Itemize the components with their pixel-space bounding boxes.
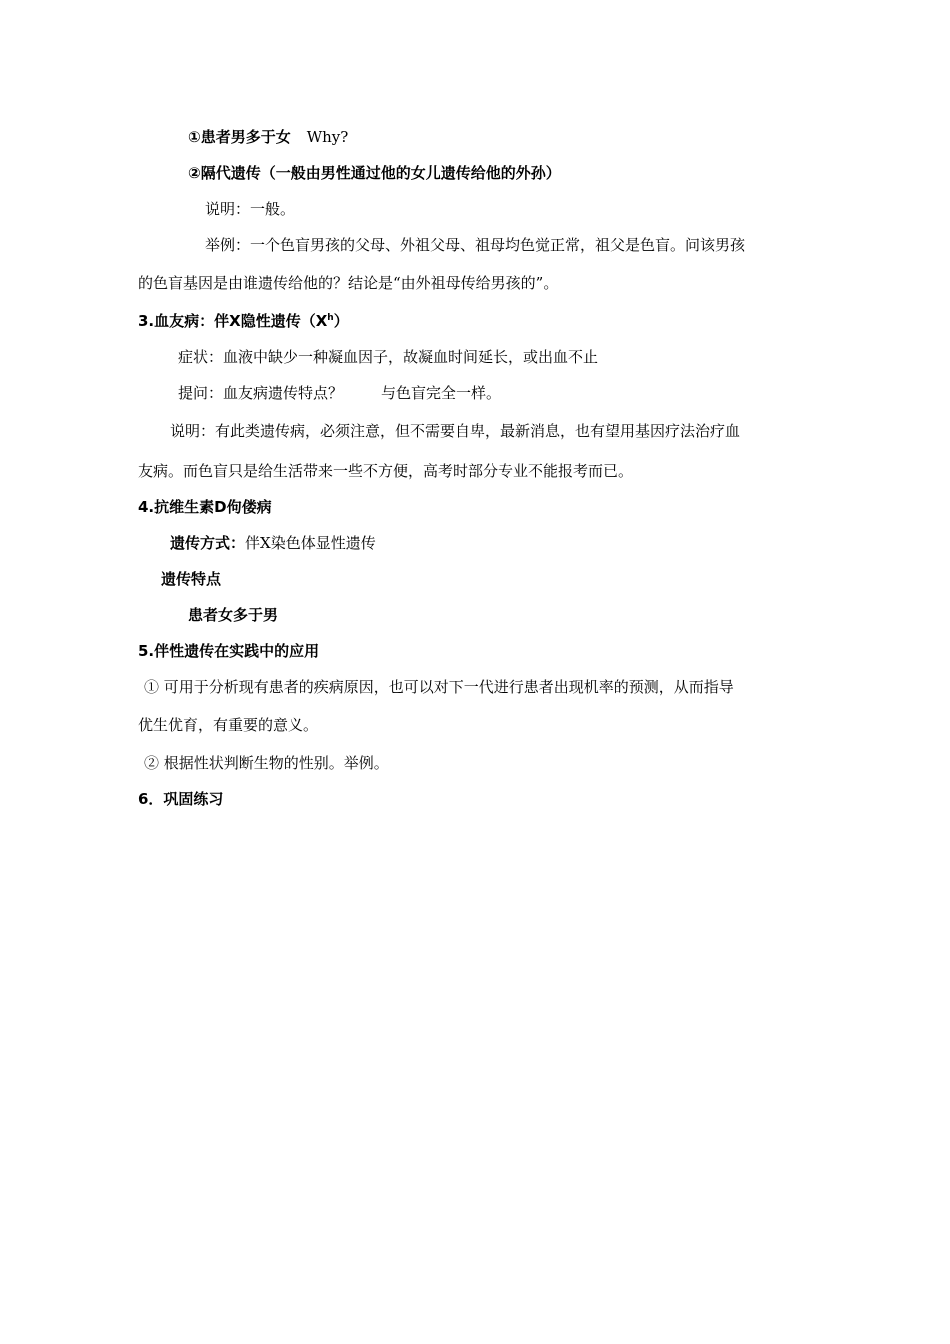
application-1-line-1: ① 可用于分析现有患者的疾病原因，也可以对下一代进行患者出现机率的预测，从而指导 [144, 678, 734, 696]
application-2: ② 根据性状判断生物的性别。举例。 [144, 754, 389, 772]
inheritance-mode-label: 遗传方式： [170, 534, 246, 552]
inheritance-mode-value: 伴X染色体显性遗传 [245, 534, 376, 552]
section-5-heading: 5.伴性遗传在实践中的应用 [138, 642, 320, 660]
point-1-text: ①患者男多于女 [188, 128, 291, 146]
hemophilia-note-line-2: 友病。而色盲只是给生活带来一些不方便，高考时部分专业不能报考而已。 [138, 462, 634, 480]
section-3-heading-text: 3.血友病：伴X隐性遗传（X [138, 312, 328, 330]
section-3-heading [138, 311, 349, 331]
hemophilia-note-line-1: 说明：有此类遗传病，必须注意，但不需要自卑，最新消息，也有望用基因疗法治疗血 [170, 422, 741, 440]
section-3-heading-close: ） [333, 312, 349, 330]
section-6-heading: 6．巩固练习 [138, 790, 224, 808]
hemophilia-question [178, 383, 501, 403]
section-4-heading: 4.抗维生素D佝偻病 [138, 498, 272, 516]
hemophilia-symptom: 症状：血液中缺少一种凝血因子，故凝血时间延长，或出血不止 [178, 348, 599, 366]
point-2-note: 说明：一般。 [205, 200, 296, 218]
point-1 [188, 127, 348, 147]
section-3-heading-sup: h [327, 313, 334, 323]
inheritance-feature-item: 患者女多于男 [188, 606, 279, 624]
answer-text: 与色盲完全一样。 [381, 384, 502, 402]
example-line-1: 举例：一个色盲男孩的父母、外祖父母、祖母均色觉正常，祖父是色盲。问该男孩 [205, 236, 746, 254]
point-1-why: Why? [306, 128, 349, 146]
example-line-2: 的色盲基因是由谁遗传给他的？结论是“由外祖母传给男孩的”。 [138, 274, 559, 292]
application-1-line-2: 优生优育，有重要的意义。 [138, 716, 319, 734]
inheritance-mode [170, 533, 376, 553]
point-2: ②隔代遗传（一般由男性通过他的女儿遗传给他的外孙） [188, 164, 561, 182]
question-text: 提问：血友病遗传特点？ [178, 384, 344, 402]
inheritance-feature-title: 遗传特点 [161, 570, 222, 588]
